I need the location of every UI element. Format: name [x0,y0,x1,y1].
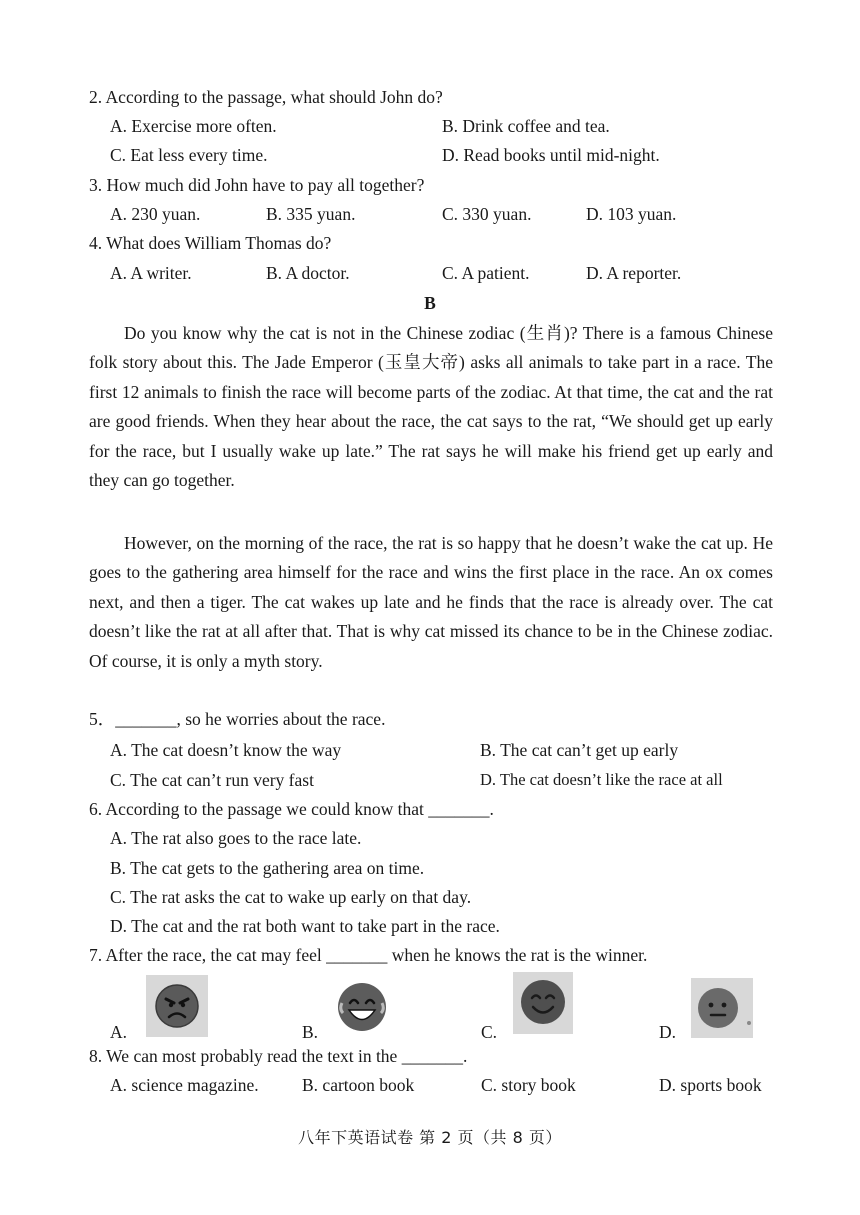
angry-face-icon [146,975,208,1037]
q8-option-a: A. science magazine. [110,1075,259,1095]
q4-stem: 4. What does William Thomas do? [89,233,332,253]
neutral-face-icon [691,978,753,1038]
q2-option-b: B. Drink coffee and tea. [442,116,610,136]
q5-option-d: D. The cat doesn’t like the race at all [480,770,723,789]
q7-option-d-image [691,978,753,1038]
q7-option-a-label: A. [110,1022,128,1042]
q8-option-b: B. cartoon book [302,1075,415,1095]
passage-paragraph-1 [89,319,773,495]
smiling-face-icon [513,972,573,1034]
q7-option-a-image [146,975,208,1037]
q3-option-b: B. 335 yuan. [266,204,356,224]
q3-option-a: A. 230 yuan. [110,204,201,224]
q7-option-c-label: C. [481,1022,498,1042]
q5-stem: 5．_______, so he worries about the race. [89,709,386,729]
q2-option-d: D. Read books until mid-night. [442,145,660,165]
q6-option-c: C. The rat asks the cat to wake up early on that day. [110,887,472,907]
page-footer: 八年下英语试卷 第 2 页（共 8 页） [298,1128,562,1147]
q6-stem: 6. According to the passage we could know that _______. [89,799,494,819]
laughing-face-icon [332,977,392,1037]
q4-option-d: D. A reporter. [586,263,682,283]
passage-paragraph-2 [89,529,773,676]
q8-option-d: D. sports book [659,1075,762,1095]
q5-option-c: C. The cat can’t run very fast [110,770,314,790]
q7-option-b-label: B. [302,1022,319,1042]
q3-option-c: C. 330 yuan. [442,204,532,224]
q7-option-b-image [332,977,392,1037]
q7-stem: 7. After the race, the cat may feel _______ when he knows the rat is the winner. [89,945,648,965]
q4-option-b: B. A doctor. [266,263,350,283]
q6-option-b: B. The cat gets to the gathering area on time. [110,858,425,878]
q2-option-a: A. Exercise more often. [110,116,277,136]
section-b-heading: B [424,293,436,313]
passage-paragraph-1-text: Do you know why the cat is not in the Chinese zodiac (生肖)? There is a famous Chinese folk story about this. The Jade Emperor (玉皇大帝) asks all animals to take part in a race. The first 12 animals to finish the race will become parts of the zodiac. At that time, the cat and the rat are good friends. When they hear about the race, the cat says to the rat, “We should get up early for the race, but I usually wake up late.” The rat says he will make his friend get up early and they can go together. [89,323,773,491]
q3-option-d: D. 103 yuan. [586,204,677,224]
passage-paragraph-2-text: However, on the morning of the race, the rat is so happy that he doesn’t wake the cat up. He goes to the gathering area himself for the race and wins the first place in the race. An ox comes next, and then a tiger. The cat wakes up late and he finds that the race is already over. The cat doesn’t like the rat at all after that. That is why cat missed its chance to be in the Chinese zodiac. Of course, it is only a myth story. [89,533,773,671]
q5-option-b: B. The cat can’t get up early [480,740,679,760]
q2-stem: 2. According to the passage, what should John do? [89,87,443,107]
q2-option-c: C. Eat less every time. [110,145,268,165]
q4-option-c: C. A patient. [442,263,530,283]
q3-stem: 3. How much did John have to pay all together? [89,175,425,195]
q5-option-a: A. The cat doesn’t know the way [110,740,342,760]
q8-stem: 8. We can most probably read the text in the _______. [89,1046,468,1066]
q6-option-a: A. The rat also goes to the race late. [110,828,362,848]
q7-option-d-label: D. [659,1022,677,1042]
q7-option-c-image [513,972,573,1034]
q4-option-a: A. A writer. [110,263,192,283]
q6-option-d: D. The cat and the rat both want to take part in the race. [110,916,500,936]
q8-option-c: C. story book [481,1075,576,1095]
